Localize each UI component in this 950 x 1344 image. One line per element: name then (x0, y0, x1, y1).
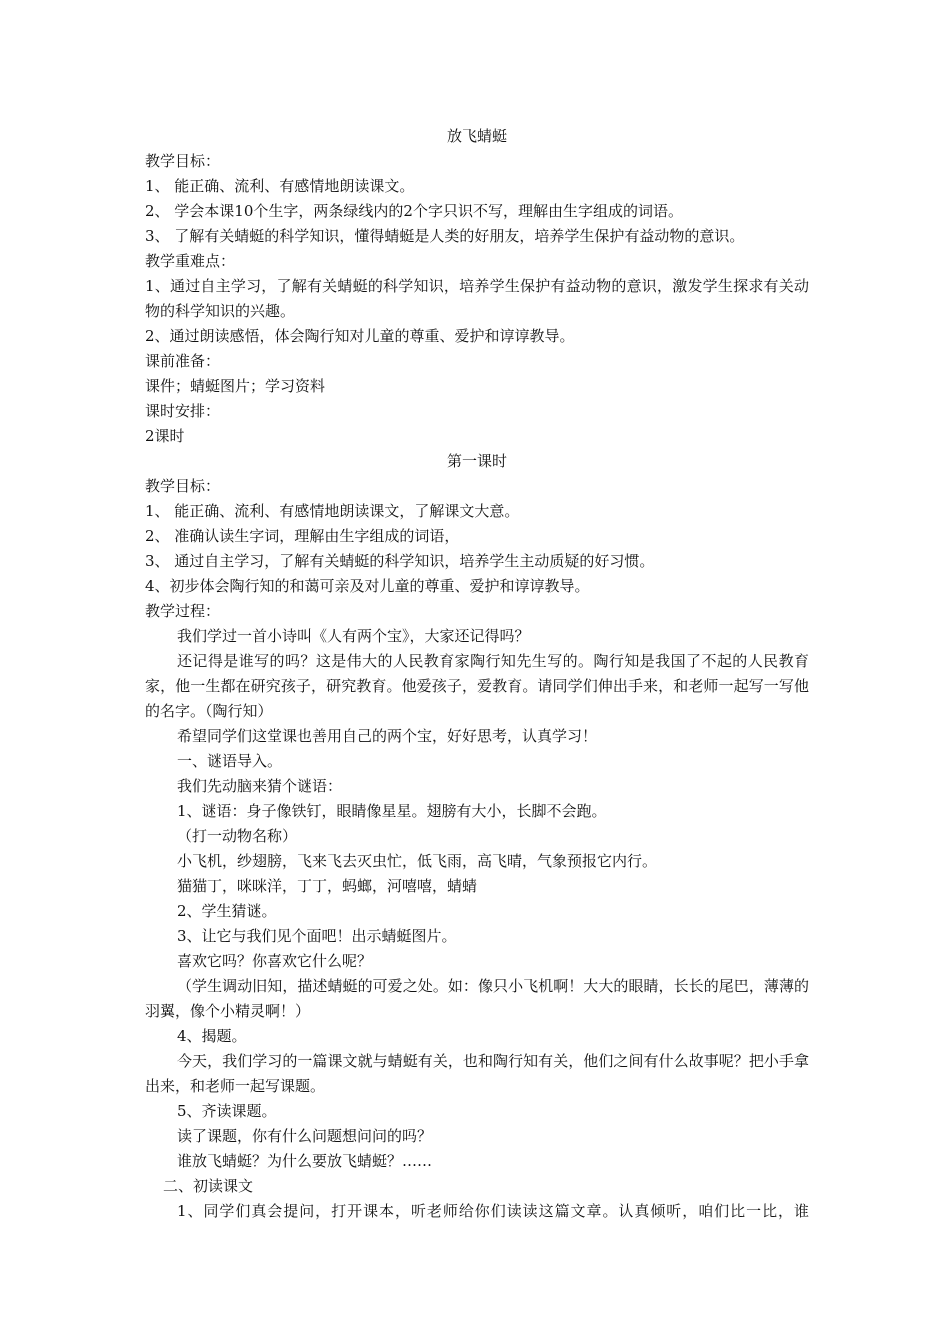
list-item: 2、 准确认读生字词，理解由生字组成的词语， (145, 527, 460, 545)
list-item: 2、 学会本课10个生字，两条绿线内的2个字只识不写，理解由生字组成的词语。 (145, 202, 683, 220)
list-item: 3、 通过自主学习，了解有关蜻蜓的科学知识，培养学生主动质疑的好习惯。 (145, 552, 655, 570)
list-item: 4、初步体会陶行知的和蔼可亲及对儿童的尊重、爱护和谆谆教导。 (145, 577, 590, 595)
paragraph: 1、谜语：身子像铁钉，眼睛像星星。翅膀有大小，长脚不会跑。 (177, 802, 607, 820)
step-heading: 一、谜语导入。 (177, 752, 283, 770)
paragraph: 5、齐读课题。 (177, 1102, 277, 1120)
section-heading: 教学重难点： (145, 252, 236, 270)
paragraph: 还记得是谁写的吗？这是伟大的人民教育家陶行知先生写的。陶行知是我国了不起的人民教育家，他一生都在研究孩子，研究教育。他爱孩子，爱教育。请同学们伸出手来，和老师一起写一写他的名字。（陶行知） (145, 652, 809, 720)
paragraph: 谁放飞蜻蜓？为什么要放飞蜻蜓？…… (177, 1152, 433, 1170)
paragraph: 今天，我们学习的一篇课文就与蜻蜓有关，也和陶行知有关，他们之间有什么故事呢？把小手拿出来，和老师一起写课题。 (145, 1052, 809, 1095)
lesson-title: 第一课时 (446, 452, 507, 470)
paragraph: 我们先动脑来猜个谜语： (177, 777, 343, 795)
paragraph: （学生调动旧知，描述蜻蜓的可爱之处。如：像只小飞机啊！大大的眼睛，长长的尾巴，薄薄的羽翼，像个小精灵啊！） (145, 977, 809, 1020)
paragraph: 2课时 (145, 427, 185, 445)
list-item: 1、 能正确、流利、有感情地朗读课文，了解课文大意。 (145, 502, 520, 520)
paragraph: 读了课题，你有什么问题想问问的吗？ (177, 1127, 433, 1145)
document-page (145, 124, 809, 1224)
paragraph: 4、揭题。 (177, 1027, 247, 1045)
paragraph: 希望同学们这堂课也善用自己的两个宝，好好思考，认真学习！ (177, 727, 598, 745)
paragraph: 猫猫丁，咪咪洋，丁丁，蚂螂，河嘻嘻，蜻蜻 (177, 877, 478, 895)
paragraph: 3、让它与我们见个面吧！出示蜻蜓图片。 (177, 927, 457, 945)
paragraph: 课件；蜻蜓图片；学习资料 (145, 377, 326, 395)
document-title: 放飞蜻蜓 (446, 127, 507, 145)
list-item: 1、 能正确、流利、有感情地朗读课文。 (145, 177, 415, 195)
section-heading: 课时安排： (145, 402, 221, 420)
paragraph: 喜欢它吗？你喜欢它什么呢？ (177, 952, 373, 970)
paragraph: 我们学过一首小诗叫《人有两个宝》，大家还记得吗？ (177, 627, 530, 645)
section-heading: 教学目标： (145, 152, 221, 170)
list-item: 3、 了解有关蜻蜓的科学知识，懂得蜻蜓是人类的好朋友，培养学生保护有益动物的意识。 (145, 227, 745, 245)
section-heading: 教学过程： (145, 602, 221, 620)
step-heading: 二、初读课文 (163, 1177, 254, 1195)
paragraph: 1、同学们真会提问，打开课本，听老师给你们读读这篇文章。认真倾听，咱们比一比，谁 (177, 1202, 809, 1220)
section-heading: 课前准备： (145, 352, 221, 370)
paragraph: 2、学生猜谜。 (177, 902, 277, 920)
paragraph: 2、通过朗读感悟，体会陶行知对儿童的尊重、爱护和谆谆教导。 (145, 327, 575, 345)
paragraph: （打一动物名称） (177, 827, 298, 845)
paragraph: 小飞机，纱翅膀，飞来飞去灭虫忙，低飞雨，高飞晴，气象预报它内行。 (177, 852, 658, 870)
paragraph: 1、通过自主学习，了解有关蜻蜓的科学知识，培养学生保护有益动物的意识，激发学生探求有关动物的科学知识的兴趣。 (145, 277, 809, 320)
section-heading: 教学目标： (145, 477, 221, 495)
